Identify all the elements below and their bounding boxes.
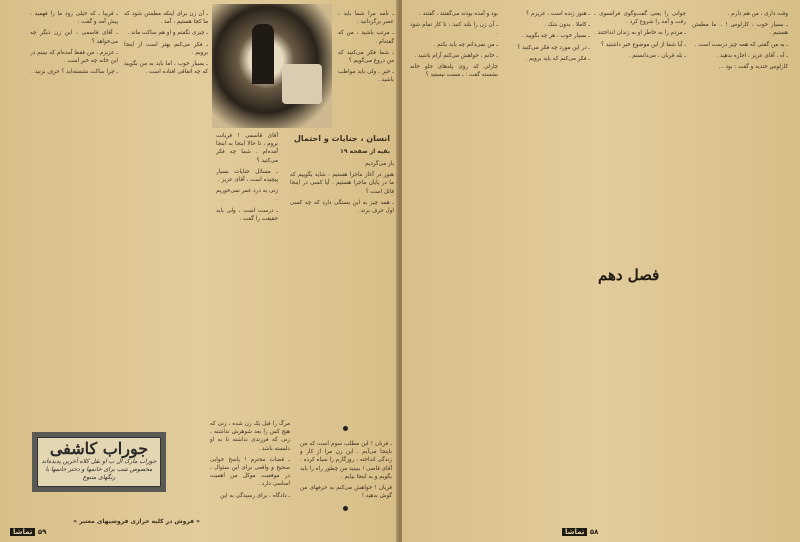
paragraph: ـ خانم ، خواهش می‌کنم آرام باشید .	[414, 52, 498, 59]
left-page	[0, 0, 398, 542]
paragraph: ـ فریبا ـ که خیلی زود ما را فهمید ، پیش آمد و گفت :	[30, 11, 118, 26]
paragraph: قربان ! خواهش می‌کنم به حرفهای من گوش بدهید !	[300, 485, 392, 500]
page-number-left	[10, 528, 46, 536]
paragraph: کارلوس خندید و گفت : بود ...	[718, 64, 788, 71]
paragraph: جوانی را یعنی گفت‌وگوی فرانسوی ، رفت و آمد را شروع کرد .	[594, 11, 686, 26]
paragraph: ـ قربان ! این مطلب سوم است که من باینجا می‌آیم . این زن مرا از کار و زندگی انداخته ، روزگارم را سیاه کرده . آقای قاضی ! ببینید من چطور راه را باید بگویم و به اینجا بیایم .	[300, 441, 392, 480]
ad-line: مخصوص شب برای خانمها و دختر خانمها با رنگهای متنوع	[45, 466, 153, 481]
paragraph: ـ هنوز زنده است ، عزیزم ؟	[526, 11, 590, 17]
ad-line: جوراب مارک ال ب او نقل کلاه آخرین پدیده‌اند	[41, 458, 157, 465]
paragraph: ـ شما فکر می‌کنید که من دروغ می‌گویم ؟	[338, 49, 394, 65]
side-column	[300, 440, 392, 515]
paragraph: چارلی که روی پله‌های جلو خانه نشسته گفت : ـ مست نیستید ؟	[410, 64, 498, 79]
left-column-1	[30, 10, 118, 420]
paragraph: ـ آیا شما از این موضوع خبر داشتید ؟	[600, 41, 686, 48]
paragraph: ـ فکر می‌کنم بهتر است از اینجا برویم .	[124, 41, 208, 56]
paragraph: هنوز در آغاز ماجرا هستیم . شاید بگوییم که ما در پایان ماجرا هستیم . آیا کسی در اینجا قاتل است ؟	[290, 172, 394, 195]
article-column-1	[290, 160, 394, 425]
paragraph: ـ بسیار خوب ، کارلوس ! .. ما مطمئن هستیم .	[692, 22, 788, 37]
page-number: ۵۹	[37, 528, 47, 536]
paragraph: ـ چیزی نگفتم و او هم ساکت ماند .	[127, 30, 208, 37]
paragraph: ـ بسیار خوب ، هر چه بگویید .	[521, 33, 590, 40]
paragraph: وقت داری ، من هم دارم .	[727, 11, 788, 17]
paragraph: ـ درست است ، ولی باید حقیقت را گفت .	[216, 207, 278, 222]
article-photo	[212, 4, 332, 128]
sock-advertisement	[32, 432, 166, 492]
paragraph: ـ کاملا . بدون شک .	[544, 22, 590, 29]
right-column-2	[502, 10, 590, 515]
magazine-logo: تماشا	[10, 528, 35, 536]
right-column-4	[692, 10, 788, 515]
paragraph: ـ من نمی‌دانم چه باید بکنم .	[433, 41, 498, 48]
paragraph: ـ عزیزم ، من فقط آمده‌ام که ببینم در این خانه چه خبر است .	[30, 49, 118, 65]
article-title: انسان ، جنایات و احتمال	[293, 134, 390, 143]
magazine-logo: تماشا	[562, 528, 587, 536]
paragraph: ـ فکر می‌کنم که باید برویم .	[525, 55, 590, 62]
left-column-4	[338, 10, 394, 130]
paragraph: ـ دادگاه ، برای رسیدگی به این	[220, 492, 290, 499]
article-subtitle: بقیه از صفحه ۱۹	[340, 148, 390, 155]
paragraph: ـ مردم را به خاطر او به زندان انداختند .	[594, 30, 686, 37]
right-column-3	[594, 10, 686, 250]
paragraph: ـ آن زن برای اینکه مطمئن شود که ما کجا هستیم ، آمد .	[124, 11, 208, 26]
left-column-3	[216, 132, 278, 422]
paragraph: ـ به من گفتی که همه چیز درست است .	[694, 41, 788, 48]
article-column-2	[210, 420, 290, 520]
paragraph: ـ بسیار خوب ، اما باید به من بگویید که چه اتفاقی افتاده است .	[124, 61, 208, 76]
ad-title: جوراب کاشفی	[49, 439, 149, 458]
paragraph: ـ چرا ساکت نشسته‌اید ؟ حرف بزنید .	[31, 69, 118, 76]
paragraph: ـ خیر ، ولی باید مواظب باشید .	[338, 69, 394, 84]
paragraph: ـ آه ، آقای عزیز ، اجازه بدهید .	[716, 52, 788, 59]
paragraph: ـ در این مورد چه فکر می‌کنید ؟	[517, 44, 590, 51]
paragraph: ـ آن زن را بلند کنید ، تا کار تمام شود .	[410, 22, 498, 37]
paragraph: ـ مرتب باشید ، من که گفته‌ام .	[338, 30, 394, 45]
paragraph: مرگ را قبل یک زن شده ، زنی که هیچ کس را بعد شوهرش نداشته ، زنی که فرزندی نداشته تا به او دلبسته باشد .	[210, 421, 290, 452]
paragraph: ـ همه چیز به این بستگی دارد که چه کسی اول حرف بزند .	[290, 199, 394, 215]
chapter-title: فصل دهم	[598, 266, 660, 284]
right-column-1	[410, 10, 498, 515]
ad-caption: « فروش در کلیه خرازی فروشیهای معتبر »	[73, 518, 200, 525]
paragraph: بود و آمده بودند می‌گفتند ، گفتند :	[419, 11, 498, 17]
paragraph: ـ آقای قاسمی ، این زن دیگر چه می‌خواهد ؟	[30, 30, 118, 45]
separator-dot	[343, 426, 348, 431]
paragraph: ـ قضات محترم ! پاسخ جوابی صحیح و واقعی برای این سئوال ، در موقعیت موکل من اهمیت اساسی دارد .	[210, 456, 290, 488]
page-number: ۵۸	[589, 528, 599, 536]
paragraph: ـ بله قربان ، می‌دانستم .	[628, 52, 686, 59]
separator-dot	[343, 506, 348, 511]
paragraph: آقای قاسمی ! قربانت بروم ، تا حالا اینجا به اینجا آمده‌ام . شما چه فکر می‌کنید ؟	[216, 133, 278, 164]
paragraph: باز می‌گردیم	[365, 161, 394, 167]
paragraph: ـ مسائل جنایات بسیار پیچیده است ، آقای عزیز .	[216, 168, 278, 184]
paragraph: زنی به درد عمر نمی‌خوریم .	[216, 188, 278, 203]
paragraph: ـ نامه مرا شما باید ، عصر برگردانید .	[338, 11, 394, 26]
page-number-right	[562, 528, 598, 536]
left-column-2	[124, 10, 208, 420]
